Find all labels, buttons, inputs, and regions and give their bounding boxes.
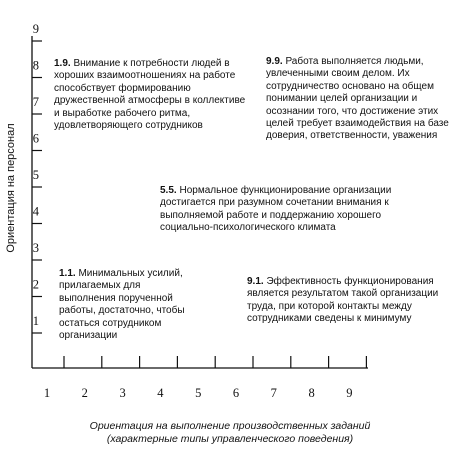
- y-tick-label: 4: [32, 204, 39, 219]
- style-1-9-block: [54, 58, 250, 132]
- style-1-9-code: 1.9.: [54, 58, 71, 69]
- x-tick-label: 3: [119, 385, 126, 400]
- x-tick-label: 6: [232, 385, 240, 400]
- y-tick-label: 8: [32, 58, 39, 73]
- y-axis-label: Ориентация на персонал: [4, 123, 17, 253]
- x-tick-label: 4: [157, 385, 164, 400]
- style-9-9-block: [266, 56, 450, 143]
- y-tick-label: 7: [32, 94, 39, 109]
- style-9-1-text: Эффективность функционирования является результатом такой организации труда, при которой контакты между сотрудниками сведены к минимуму: [247, 276, 439, 325]
- style-5-5-block: [160, 185, 400, 235]
- x-tick-label: 1: [43, 385, 51, 400]
- style-1-1-block: [59, 268, 197, 342]
- x-axis-ticks: [44, 356, 367, 400]
- y-tick-label: 2: [32, 277, 39, 292]
- x-tick-label: 9: [346, 385, 353, 400]
- x-tick-label: 2: [81, 385, 88, 400]
- style-1-1-code: 1.1.: [59, 268, 76, 279]
- style-9-9-text: Работа выполняется людьми, увлеченными своим делом. Их сотрудничество основано на общем понимании целей организации и осознании того, что достижение этих целей требует взаимодействия на базе доверия, ответственности, уважения: [266, 56, 449, 142]
- style-1-9-text: Внимание к потребности людей в хороших взаимоотношениях на работе способствует формированию дружественной атмосферы в коллективе и выработке рабочего ритма, удовлетворяющего сотрудников: [54, 58, 246, 132]
- y-tick-label: 3: [32, 240, 39, 255]
- y-tick-label: 1: [32, 313, 39, 328]
- style-9-9-code: 9.9.: [266, 56, 283, 67]
- style-5-5-code: 5.5.: [160, 185, 177, 196]
- style-9-1-code: 9.1.: [247, 276, 264, 287]
- y-tick-label: 6: [32, 131, 39, 146]
- x-axis-caption-line-1: Ориентация на выполнение производственных заданий: [89, 420, 371, 432]
- style-9-1-block: [247, 276, 443, 326]
- x-tick-label: 8: [308, 385, 315, 400]
- y-tick-label: 5: [32, 167, 39, 182]
- y-axis-ticks: [32, 22, 42, 333]
- x-tick-label: 7: [270, 385, 277, 400]
- x-tick-label: 5: [195, 385, 202, 400]
- y-tick-label: 9: [32, 21, 39, 36]
- style-1-1-text: Минимальных усилий, прилагаемых для выполнения порученной работы, достаточно, чтобы остаться сотрудником организации: [59, 268, 185, 342]
- x-axis-caption-line-2: (характерные типы управленческого поведения): [106, 433, 354, 445]
- style-5-5-text: Нормальное функционирование организации достигается при разумном сочетании внимания к выполняемой работе и поддержанию хорошего социально-психологического климата: [160, 185, 392, 234]
